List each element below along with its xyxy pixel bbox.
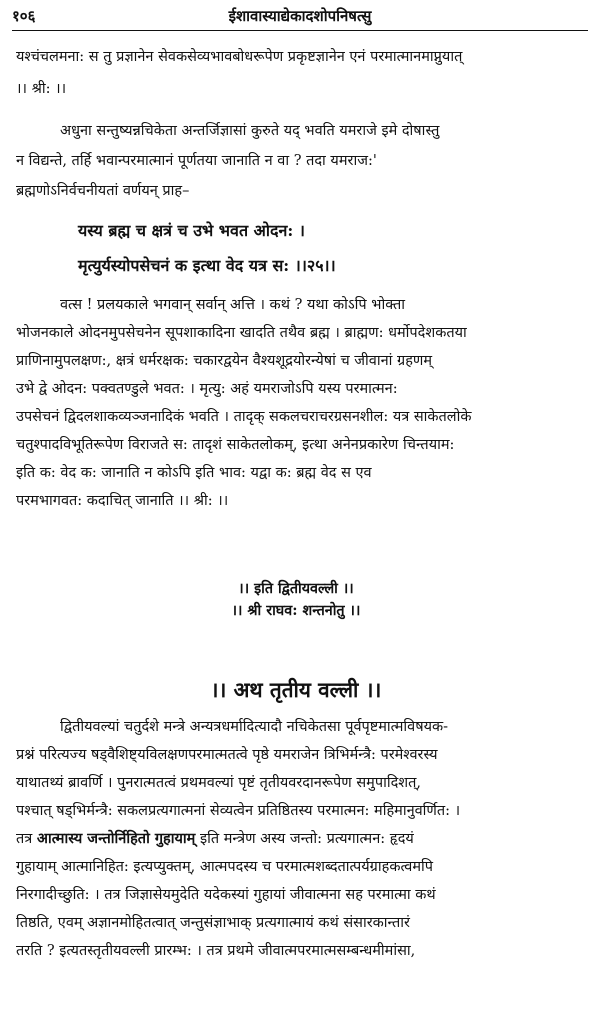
paragraph-line: यश्चंचलमना: स तु प्रज्ञानेन सेवकसेव्यभावबोधरूपेण प्रकृष्टज्ञानेन एनं परमात्मानमाप्नुयात्: [16, 49, 463, 65]
quoted-mantra: आत्मास्य जन्तोर्निहितो गुहायाम्: [36, 830, 196, 847]
paragraph-line: उपसेचनं द्विदलशाकव्यञ्जनादिकं भवति । तादृक् सकलचराचरग्रसनशील: यत्र साकेतलोके: [16, 409, 472, 425]
paragraph-line: ब्रह्मणोऽनिर्वचनीयतां वर्णयन् प्राह–: [16, 183, 190, 199]
line-prefix: तत्र: [16, 831, 37, 847]
paragraph-line: पश्चात् षड्भिर्मन्त्रै: सकलप्रत्यगात्मनां सेव्यत्वेन प्रतिष्ठितस्य परमात्मन: महिमानुवर्णित: ।: [16, 803, 461, 819]
paragraph-line: याथातथ्यं ब्रावर्णि । पुनरात्मतत्वं प्रथमवल्यां पृष्टं तृतीयवरदानरूपेण समुपादिशत्,: [16, 775, 422, 791]
paragraph-line: तिष्ठति, एवम् अज्ञानमोहितत्वात् जन्तुसंज्ञाभाक् प्रत्यगात्मायं कथं संसारकान्तारं: [16, 915, 410, 931]
paragraph-line: वत्स ! प्रलयकाले भगवान् सर्वान् अत्ति । कथं ? यथा कोऽपि भोक्ता: [60, 297, 405, 313]
paragraph-line: प्राणिनामुपलक्षण:, क्षत्रं धर्मरक्षक: चकारद्वयेन वैश्यशूद्रयोरन्येषां च जीवानां ग्रहणम्: [16, 353, 433, 369]
verse-line: यस्य ब्रह्म च क्षत्रं च उभे भवत ओदन: ।: [78, 221, 305, 240]
paragraph-line: परमभागवत: कदाचित् जानाति ।। श्री: ।।: [16, 493, 229, 509]
paragraph-line: चतुश्पादविभूतिरूपेण विराजते स: तादृशं साकेतलोकम्, इत्था अनेनप्रकारेण चिन्तयाम:: [16, 437, 455, 453]
paragraph-line: द्वितीयवल्यां चतुर्दशे मन्त्रे अन्यत्रधर्मादित्यादौ नचिकेतसा पूर्वपृष्टमात्मविषयक-: [60, 719, 449, 735]
running-header: [12, 4, 588, 31]
running-title: ईशावास्याद्येकादशोपनिषत्सु: [228, 7, 372, 25]
paragraph-line: इति क: वेद क: जानाति न कोऽपि इति भाव: यद्वा क: ब्रह्म वेद स एव: [16, 465, 372, 481]
paragraph-line: उभे द्वे ओदन: पक्वतण्डुले भवत: । मृत्यु: अहं यमराजोऽपि यस्य परमात्मन:: [16, 381, 398, 397]
paragraph-line: प्रश्नं परित्यज्य षड्वैशिष्ट्यविलक्षणपरमात्मतत्वे पृष्ठे यमराजेन त्रिभिर्मन्त्रै: परमेश्वरस्य: [16, 747, 438, 763]
colophon-line: ।। श्री राघव: शन्तनोतु ।।: [231, 602, 361, 619]
paragraph-line: ।। श्री: ।।: [16, 81, 67, 97]
section-heading: ।। अथ तृतीय वल्ली ।।: [210, 677, 382, 702]
paragraph-line: गुहायाम् आत्मानिहित: इत्यप्युक्तम्, आत्मपदस्य च परमात्मशब्दतात्पर्यग्राहकत्वमपि: [16, 859, 434, 875]
page-number: १०६: [12, 7, 36, 25]
colophon-line: ।। इति द्वितीयवल्ली ।।: [238, 580, 354, 597]
paragraph-line: तरति ? इत्यतस्तृतीयवल्ली प्रारम्भ: । तत्र प्रथमे जीवात्मपरमात्मसम्बन्धमीमांसा,: [16, 943, 416, 959]
paragraph-line: न विद्यन्ते, तर्हि भवान्परमात्मानं पूर्णतया जानाति न वा ? तदा यमराज:': [16, 153, 377, 169]
paragraph-line: अधुना सन्तुष्यन्नचिकेता अन्तर्जिज्ञासां कुरुते यद् भवति यमराजे इमे दोषास्तु: [60, 123, 440, 139]
paragraph-line: [16, 828, 414, 850]
paragraph-line: भोजनकाले ओदनमुपसेचनेन सूपशाकादिना खादति तथैव ब्रह्म । ब्राह्मण: धर्मोपदेशकतया: [16, 325, 467, 341]
line-suffix: इति मन्त्रेण अस्य जन्तो: प्रत्यगात्मन: हृदयं: [195, 831, 414, 847]
paragraph-line: निरगादीच्छुति: । तत्र जिज्ञासेयमुदेति यदेकस्यां गुहायां जीवात्मना सह परमात्मा कथं: [16, 887, 436, 903]
verse-line: मृत्युर्यस्योपसेचनं क इत्था वेद यत्र स: ।।२५।।: [78, 256, 336, 275]
